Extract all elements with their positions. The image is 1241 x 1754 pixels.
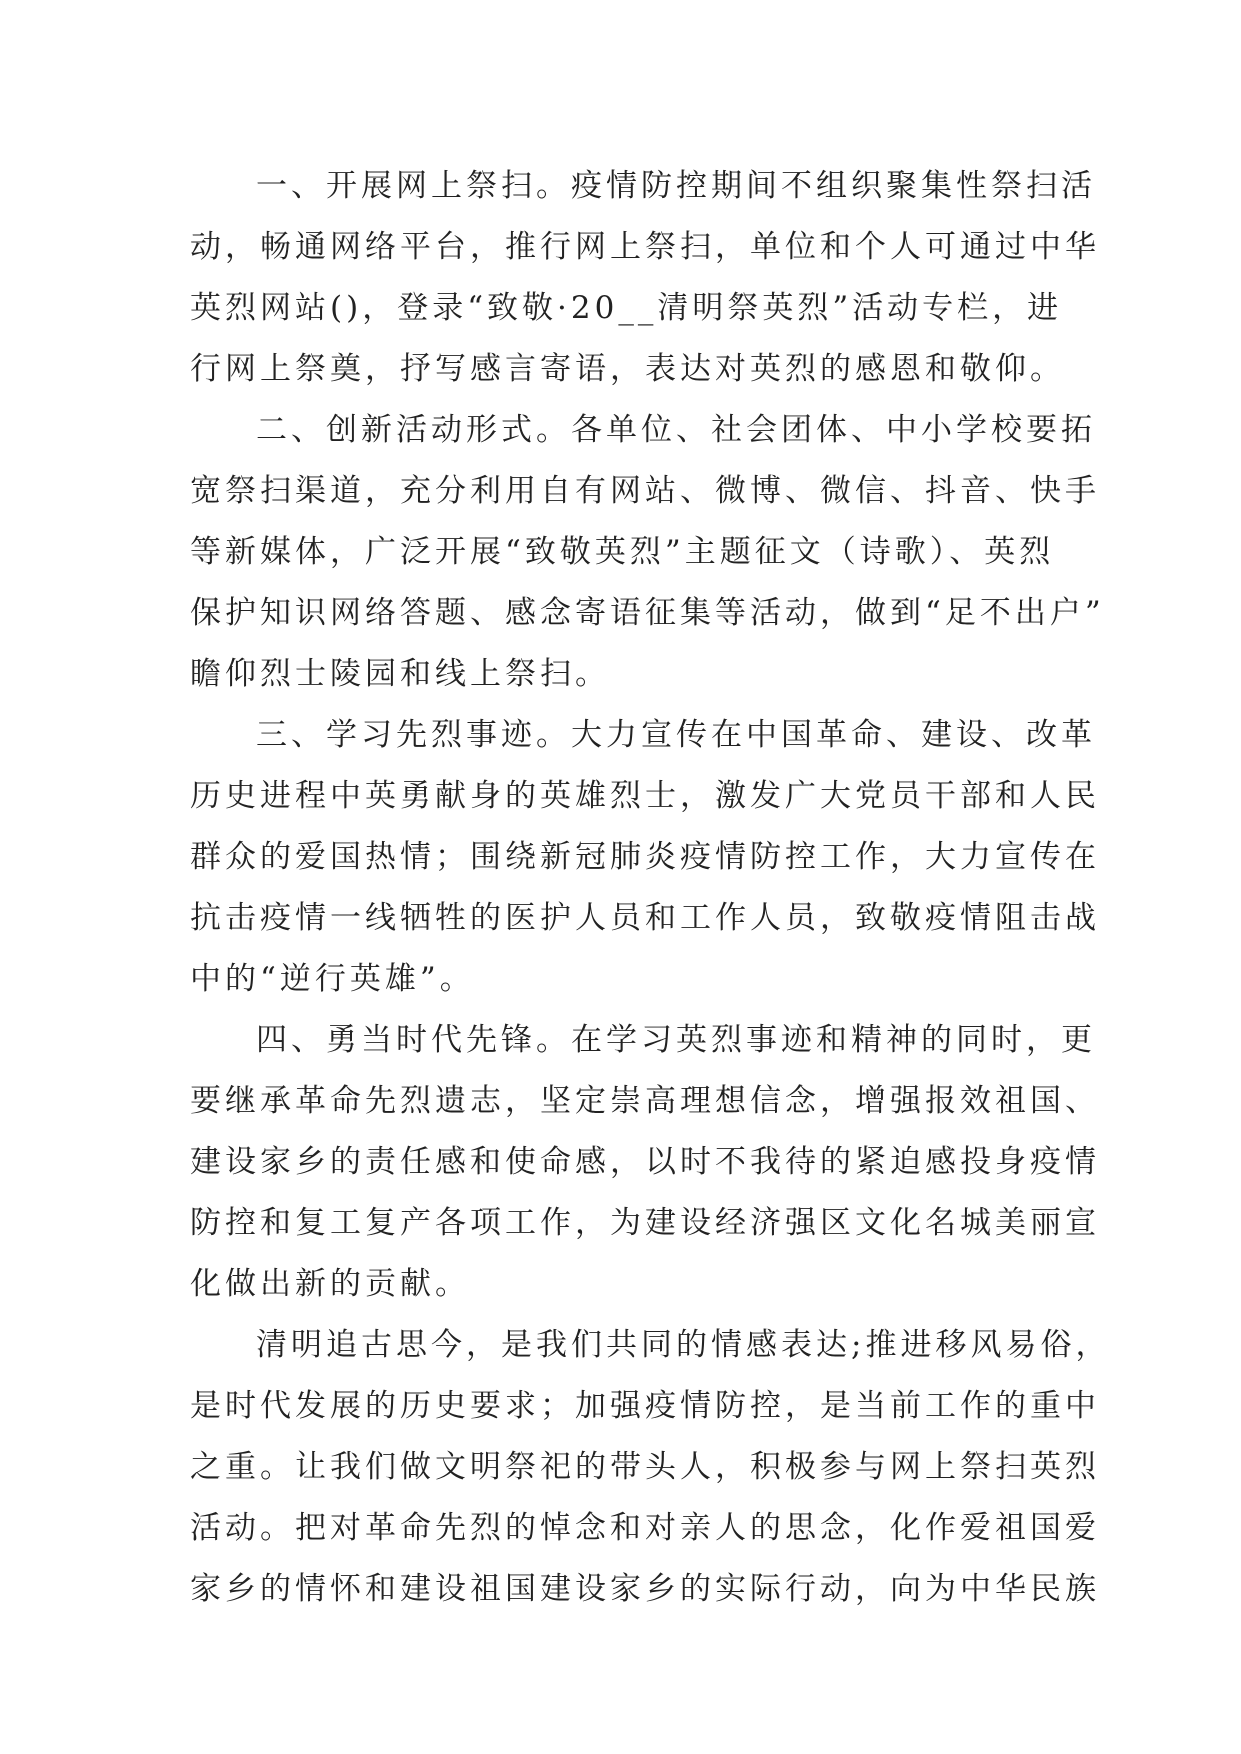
text-line: 清明追古思今，是我们共同的情感表达;推进移风易俗， bbox=[256, 1327, 1111, 1363]
document-body bbox=[190, 156, 1111, 1620]
text-line: 是时代发展的历史要求；加强疫情防控，是当前工作的重中 bbox=[190, 1388, 1100, 1424]
paragraph-learn-martyrs bbox=[190, 705, 1100, 1010]
text-line: 要继承革命先烈遗志，坚定崇高理想信念，增强报效祖国、 bbox=[190, 1083, 1100, 1119]
text-line: 四、勇当时代先锋。在学习英烈事迹和精神的同时，更 bbox=[256, 1022, 1096, 1058]
text-line: 等新媒体，广泛开展“致敬英烈”主题征文（诗歌）、英烈 bbox=[190, 534, 1055, 570]
paragraph-innovate-activities bbox=[190, 400, 1105, 705]
text-line: 活动。把对革命先烈的悼念和对亲人的思念，化作爱祖国爱 bbox=[190, 1510, 1100, 1546]
text-line: 中的“逆行英雄”。 bbox=[190, 961, 475, 997]
text-line: 化做出新的贡献。 bbox=[190, 1266, 470, 1302]
text-line: 行网上祭奠，抒写感言寄语，表达对英烈的感恩和敬仰。 bbox=[190, 351, 1065, 387]
text-line: 保护知识网络答题、感念寄语征集等活动，做到“足不出户” bbox=[190, 595, 1105, 631]
text-line: 家乡的情怀和建设祖国建设家乡的实际行动，向为中华民族 bbox=[190, 1571, 1100, 1607]
text-line: 建设家乡的责任感和使命感，以时不我待的紧迫感投身疫情 bbox=[190, 1144, 1100, 1180]
text-line: 三、学习先烈事迹。大力宣传在中国革命、建设、改革 bbox=[256, 717, 1096, 753]
text-line: 历史进程中英勇献身的英雄烈士，激发广大党员干部和人民 bbox=[190, 778, 1100, 814]
text-line: 群众的爱国热情；围绕新冠肺炎疫情防控工作，大力宣传在 bbox=[190, 839, 1100, 875]
text-line: 一、开展网上祭扫。疫情防控期间不组织聚集性祭扫活 bbox=[256, 168, 1096, 204]
text-line: 抗击疫情一线牺牲的医护人员和工作人员，致敬疫情阻击战 bbox=[190, 900, 1100, 936]
text-line: 二、创新活动形式。各单位、社会团体、中小学校要拓 bbox=[256, 412, 1096, 448]
paragraph-conclusion bbox=[190, 1315, 1111, 1620]
paragraph-pioneers bbox=[190, 1010, 1100, 1315]
paragraph-online-memorial bbox=[190, 156, 1100, 400]
text-line: 动，畅通网络平台，推行网上祭扫，单位和个人可通过中华 bbox=[190, 229, 1100, 265]
text-line: 之重。让我们做文明祭祀的带头人，积极参与网上祭扫英烈 bbox=[190, 1449, 1100, 1485]
text-line: 宽祭扫渠道，充分利用自有网站、微博、微信、抖音、快手 bbox=[190, 473, 1100, 509]
text-line: 防控和复工复产各项工作，为建设经济强区文化名城美丽宣 bbox=[190, 1205, 1100, 1241]
text-line: 瞻仰烈士陵园和线上祭扫。 bbox=[190, 656, 610, 692]
text-line: 英烈网站()，登录“致敬·20__清明祭英烈”活动专栏，进 bbox=[190, 290, 1063, 326]
